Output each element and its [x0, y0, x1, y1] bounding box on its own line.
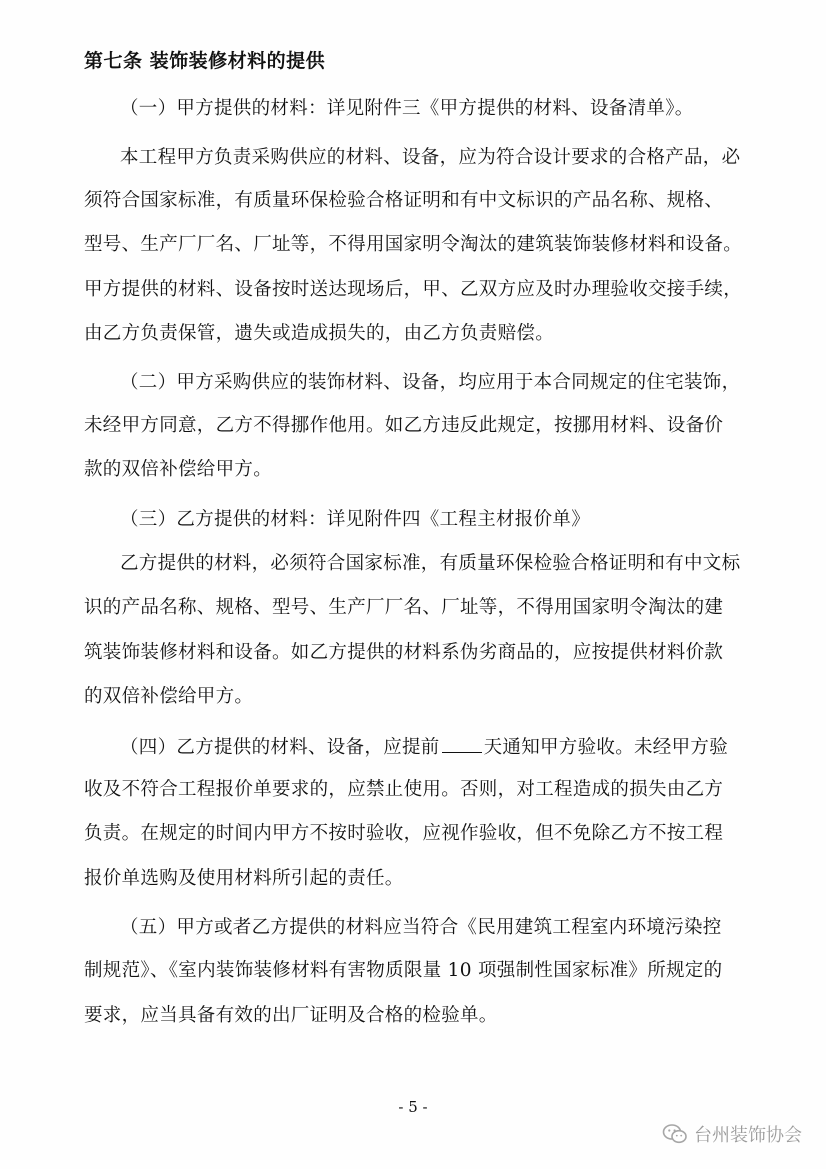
paragraph-line: （二）甲方采购供应的装饰材料、设备，均应用于本合同规定的住宅装饰，	[120, 372, 741, 393]
watermark-text: 台州装饰协会	[694, 1125, 802, 1146]
paragraph-line: 须符合国家标准，有质量环保检验合格证明和有中文标识的产品名称、规格、	[84, 190, 724, 211]
paragraph-line: 收及不符合工程报价单要求的，应禁止使用。否则，对工程造成的损失由乙方	[84, 779, 724, 800]
paragraph-line: 型号、生产厂厂名、厂址等，不得用国家明令淘汰的建筑装饰装修材料和设备。	[84, 234, 743, 255]
paragraph-line: 乙方提供的材料，必须符合国家标准，有质量环保检验合格证明和有中文标	[120, 553, 741, 574]
paragraph-line: 报价单选购及使用材料所引起的责任。	[84, 868, 404, 889]
paragraph-line: 的双倍补偿给甲方。	[84, 686, 254, 707]
line-text-before-blank: （四）乙方提供的材料、设备，应提前	[120, 737, 440, 758]
paragraph-line: （一）甲方提供的材料：详见附件三《甲方提供的材料、设备清单》。	[120, 98, 694, 119]
paragraph-line: 要求，应当具备有效的出厂证明及合格的检验单。	[84, 1005, 498, 1026]
paragraph-line-with-blank	[120, 734, 728, 760]
fill-in-blank	[442, 734, 482, 753]
paragraph-line: 未经甲方同意，乙方不得挪作他用。如乙方违反此规定，按挪用材料、设备价	[84, 415, 724, 436]
wechat-icon	[662, 1123, 688, 1145]
paragraph-line: 制规范》、《室内装饰装修材料有害物质限量 10 项强制性国家标准》所规定的	[84, 960, 723, 981]
paragraph-line: 筑装饰装修材料和设备。如乙方提供的材料系伪劣商品的，应按提供材料价款	[84, 642, 724, 663]
paragraph-line: 甲方提供的材料、设备按时送达现场后，甲、乙双方应及时办理验收交接手续，	[84, 279, 743, 300]
paragraph-line: （三）乙方提供的材料：详见附件四《工程主材报价单》	[120, 509, 591, 530]
line-text-after-blank: 天通知甲方验收。未经甲方验	[483, 737, 729, 758]
paragraph-line: 识的产品名称、规格、型号、生产厂厂名、厂址等，不得用国家明令淘汰的建	[84, 597, 724, 618]
paragraph-line: （五）甲方或者乙方提供的材料应当符合《民用建筑工程室内环境污染控	[120, 917, 722, 938]
paragraph-line: 负责。在规定的时间内甲方不按时验收，应视作验收，但不免除乙方不按工程	[84, 823, 724, 844]
paragraph-line: 由乙方负责保管，遗失或造成损失的，由乙方负责赔偿。	[84, 323, 555, 344]
paragraph-line: 本工程甲方负责采购供应的材料、设备，应为符合设计要求的合格产品，必	[120, 147, 741, 168]
section-heading: 第七条 装饰装修材料的提供	[84, 50, 326, 72]
watermark	[662, 1121, 802, 1147]
page-number: - 5 -	[398, 1098, 428, 1116]
paragraph-line: 款的双倍补偿给甲方。	[84, 459, 273, 480]
